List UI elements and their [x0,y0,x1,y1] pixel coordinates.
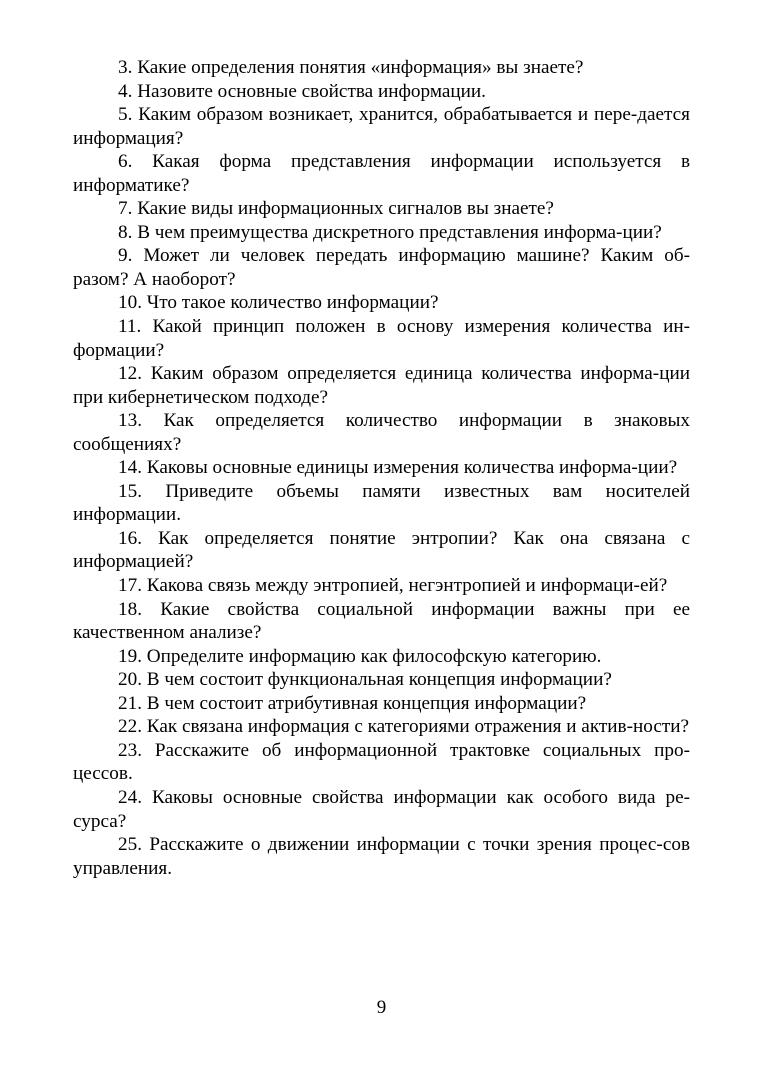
question-3: 3. Какие определения понятия «информация» вы знаете? [118,57,584,78]
question-14: 14. Каковы основные единицы измерения количества информа-ции? [118,457,678,479]
question-24: 24. Каковы основные свойства информации как особого вида ре-сурса? [73,786,690,832]
question-13: 13. Как определяется количество информации в знаковых сообщениях? [73,410,690,455]
question-7: 7. Какие виды информационных сигналов вы знаете? [118,198,554,220]
question-20: 20. В чем состоит функциональная концепция информации? [118,669,612,691]
question-11: 11. Какой принцип положен в основу измерения количества ин-формации? [73,316,690,361]
question-19: 19. Определите информацию как философскую категорию. [118,645,602,667]
question-15: 15. Приведите объемы памяти известных вам носителей информации. [73,480,690,526]
page-number: 9 [376,997,387,1018]
question-18: 18. Какие свойства социальной информации важны при ее качественном анализе? [73,598,690,644]
question-23: 23. Расскажите об информационной трактовке социальных про-цессов. [73,739,690,785]
question-9: 9. Может ли человек передать информацию машине? Каким об-разом? А наоборот? [73,245,690,290]
question-22: 22. Как связана информация с категориями отражения и актив-ности? [118,716,690,738]
question-5: 5. Каким образом возникает, хранится, обрабатывается и пере-дается информация? [73,104,690,149]
question-4: 4. Назовите основные свойства информации. [118,80,486,102]
question-12: 12. Каким образом определяется единица количества информа-ции при кибернетическом подходе? [73,363,690,408]
question-25: 25. Расскажите о движении информации с точки зрения процес-сов управления. [73,834,690,879]
question-list [73,56,690,880]
question-17: 17. Какова связь между энтропией, негэнтропией и информаци-ей? [118,575,668,597]
question-10: 10. Что такое количество информации? [118,292,439,314]
question-8: 8. В чем преимущества дискретного представления информа-ции? [118,221,662,243]
question-21: 21. В чем состоит атрибутивная концепция информации? [118,692,587,714]
question-6: 6. Какая форма представления информации используется в информатике? [73,151,690,196]
question-16: 16. Как определяется понятие энтропии? Как она связана с информацией? [73,527,690,573]
